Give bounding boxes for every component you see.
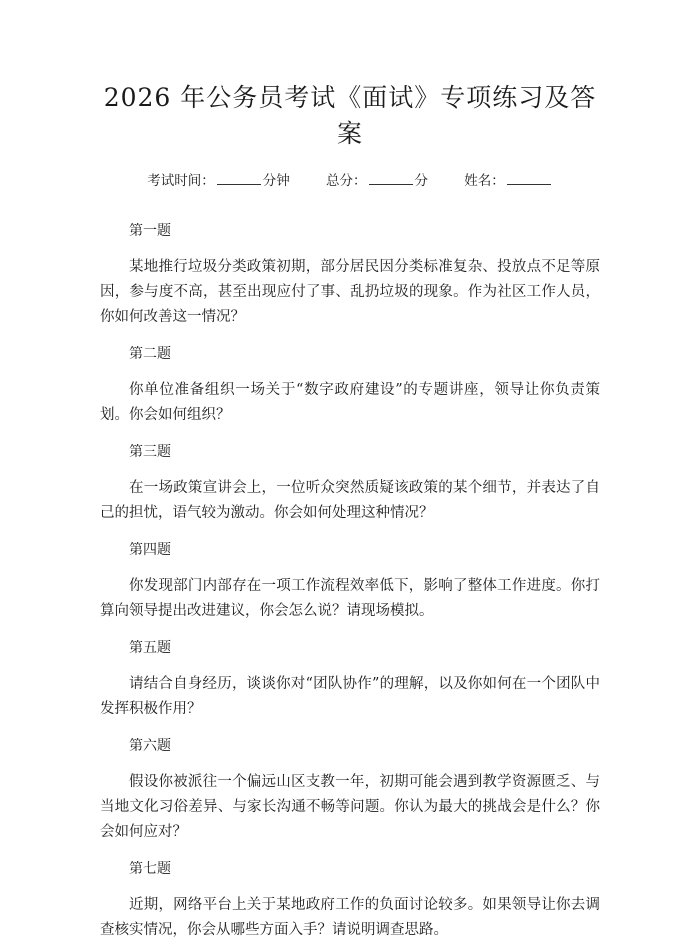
question-item [100,442,600,526]
exam-time-blank [217,170,261,185]
total-score-blank [369,170,413,185]
document-title: 2026 年公务员考试《面试》专项练习及答案 [103,83,597,148]
student-name [464,170,553,191]
total-score-label: 总分： [326,173,367,189]
question-heading: 第七题 [129,861,171,877]
question-list [100,221,600,943]
student-name-label: 姓名： [464,173,505,189]
exam-time [147,170,290,191]
question-item [100,540,600,624]
question-item [100,221,600,330]
question-heading: 第二题 [129,346,171,362]
student-name-blank [507,170,551,185]
question-text: 请结合自身经历，谈谈你对“团队协作”的理解，以及你如何在一个团队中发挥积极作用？ [100,676,600,717]
question-heading: 第一题 [129,223,171,239]
exam-time-label: 考试时间： [147,173,215,189]
question-heading: 第五题 [129,640,171,656]
question-heading: 第三题 [129,444,171,460]
question-text: 你单位准备组织一场关于“数字政府建设”的专题讲座，领导让你负责策划。你会如何组织？ [100,382,600,423]
exam-meta [100,170,600,191]
question-text: 某地推行垃圾分类政策初期，部分居民因分类标准复杂、投放点不足等原因，参与度不高，甚至出现应付了事、乱扔垃圾的现象。作为社区工作人员，你如何改善这一情况？ [100,259,600,325]
question-item [100,638,600,722]
exam-time-unit: 分钟 [262,173,290,189]
question-text: 在一场政策宣讲会上，一位听众突然质疑该政策的某个细节，并表达了自己的担忧，语气较为激动。你会如何处理这种情况？ [100,480,600,521]
question-text: 你发现部门内部存在一项工作流程效率低下，影响了整体工作进度。你打算向领导提出改进建议，你会怎么说？请现场模拟。 [100,578,600,619]
question-text: 假设你被派往一个偏远山区支教一年，初期可能会遇到教学资源匮乏、与当地文化习俗差异、与家长沟通不畅等问题。你认为最大的挑战会是什么？你会如何应对？ [100,774,600,840]
question-text: 近期，网络平台上关于某地政府工作的负面讨论较多。如果领导让你去调查核实情况，你会从哪些方面入手？请说明调查思路。 [100,897,600,938]
total-score [326,170,428,191]
question-item [100,736,600,845]
question-item [100,859,600,943]
question-heading: 第六题 [129,738,171,754]
total-score-unit: 分 [414,173,428,189]
question-item [100,344,600,428]
question-heading: 第四题 [129,542,171,558]
